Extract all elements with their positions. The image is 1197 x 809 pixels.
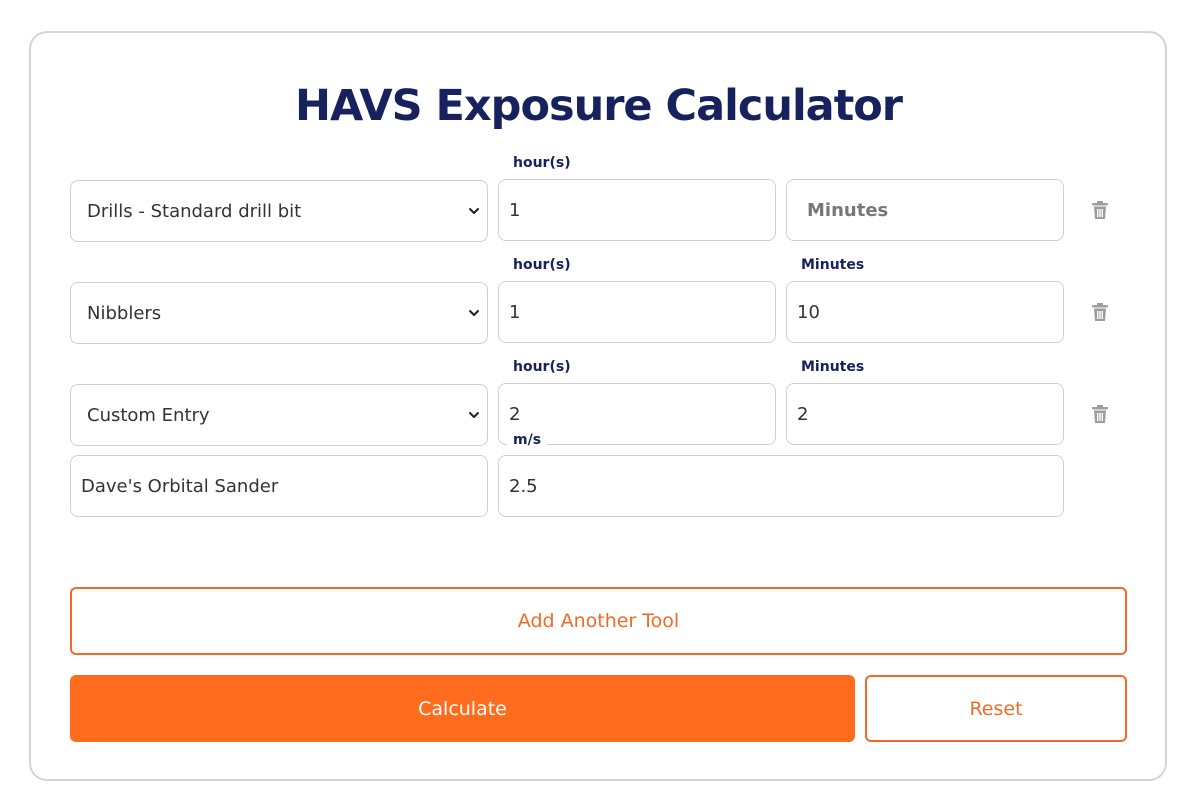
tool-select-wrapper-1 — [70, 180, 488, 242]
tool-select-wrapper-3 — [70, 384, 488, 446]
add-tool-button[interactable]: Add Another Tool — [70, 587, 1127, 655]
speed-unit-label: m/s — [507, 431, 547, 449]
trash-icon[interactable] — [1091, 200, 1109, 220]
tool-select-1[interactable] — [70, 180, 488, 242]
tool-select-wrapper-2 — [70, 282, 488, 344]
tool-select-2[interactable] — [70, 282, 488, 344]
trash-icon[interactable] — [1091, 302, 1109, 322]
hours-label-1: hour(s) — [507, 154, 577, 172]
minutes-input-2[interactable] — [786, 281, 1064, 343]
tool-select-3[interactable] — [70, 384, 488, 446]
hours-label-3: hour(s) — [507, 358, 577, 376]
custom-tool-name-input[interactable] — [70, 455, 488, 517]
calculate-button[interactable]: Calculate — [70, 675, 855, 742]
trash-icon[interactable] — [1091, 404, 1109, 424]
page-title: HAVS Exposure Calculator — [294, 81, 903, 131]
reset-button[interactable]: Reset — [865, 675, 1127, 742]
hours-label-2: hour(s) — [507, 256, 577, 274]
minutes-label-2: Minutes — [795, 256, 870, 274]
minutes-input-3[interactable] — [786, 383, 1064, 445]
hours-input-1[interactable] — [498, 179, 776, 241]
minutes-input-1[interactable] — [786, 179, 1064, 241]
hours-input-2[interactable] — [498, 281, 776, 343]
minutes-label-3: Minutes — [795, 358, 870, 376]
vibration-value-input[interactable] — [498, 455, 1064, 517]
